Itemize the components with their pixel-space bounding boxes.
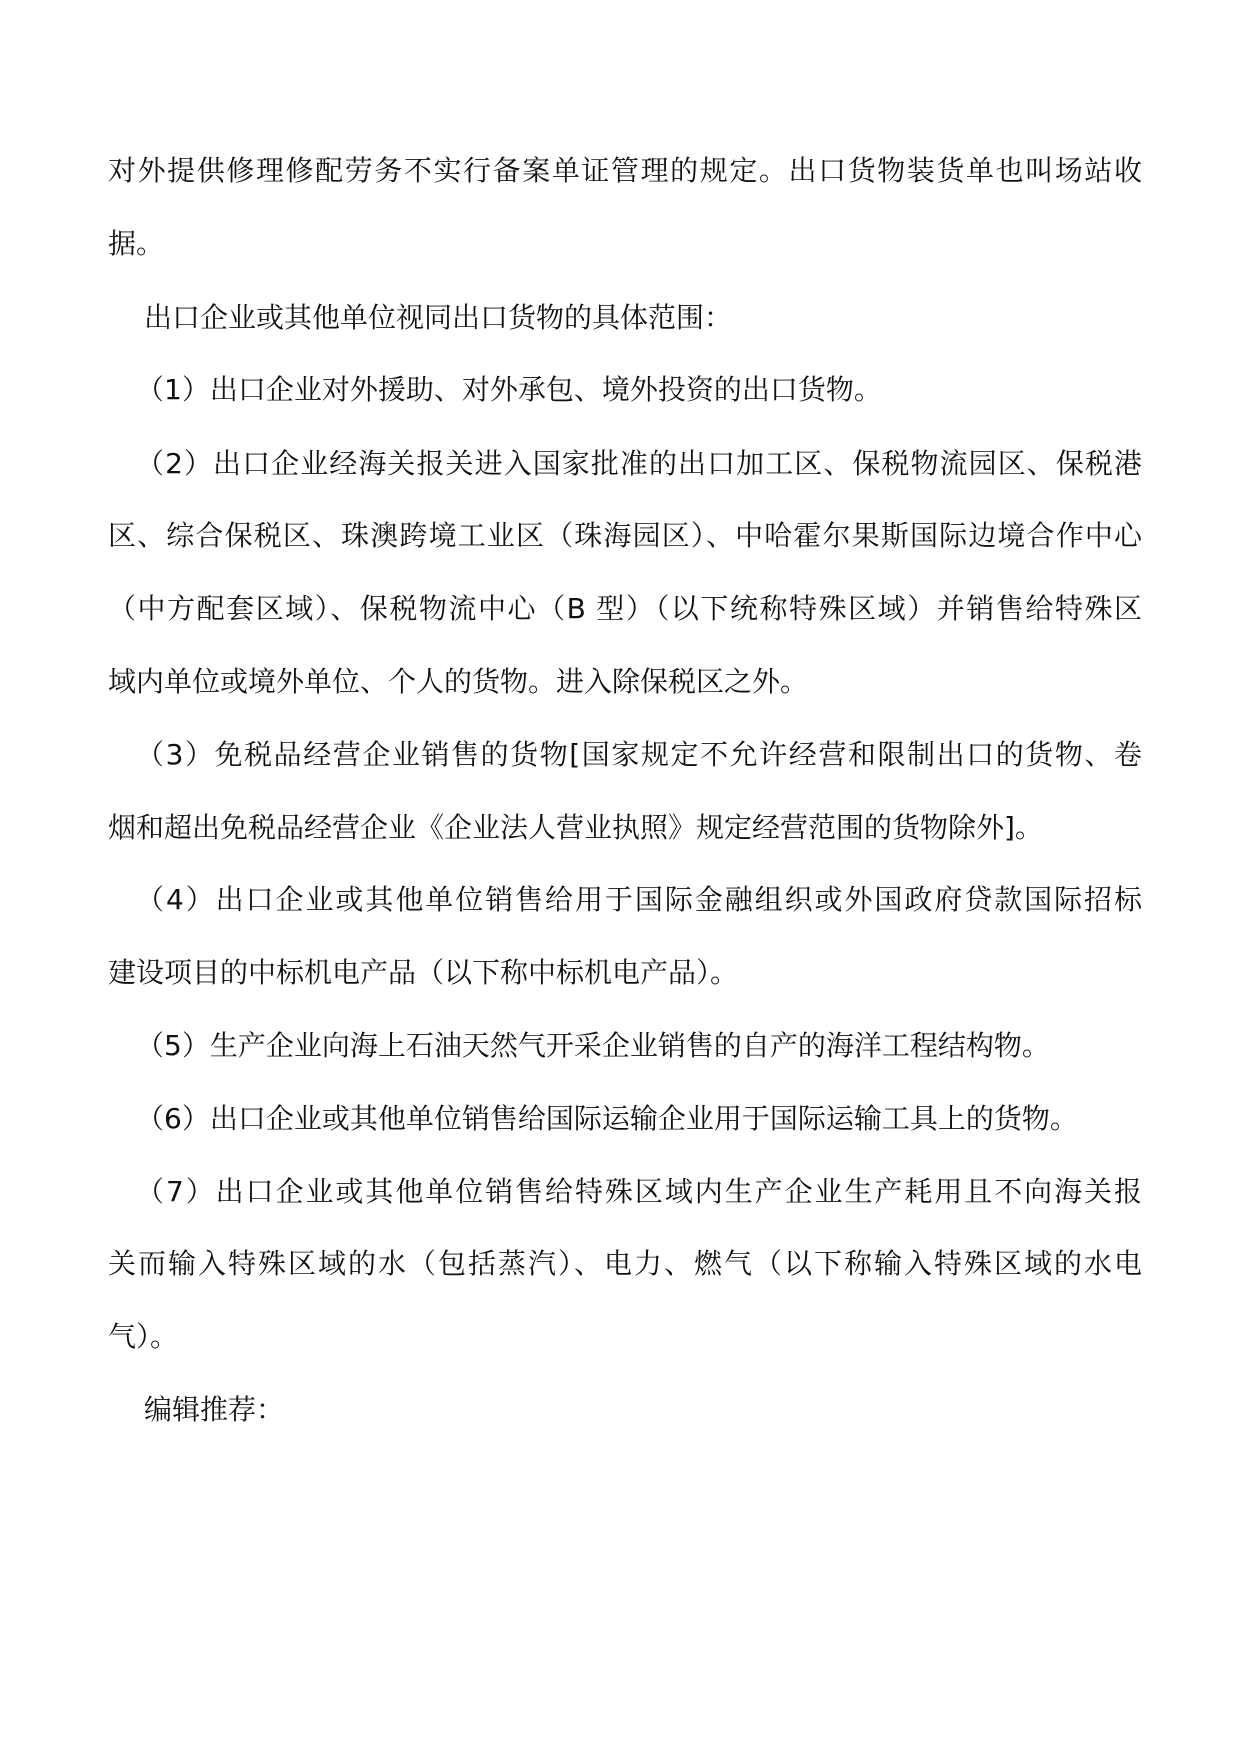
list-item: （7）出口企业或其他单位销售给特殊区域内生产企业生产耗用且不向海关报	[136, 1175, 1142, 1208]
list-item: （5）生产企业向海上石油天然气开采企业销售的自产的海洋工程结构物。	[136, 1029, 1050, 1062]
list-item: （1）出口企业对外援助、对外承包、境外投资的出口货物。	[136, 373, 882, 406]
section-heading: 出口企业或其他单位视同出口货物的具体范围：	[144, 301, 733, 334]
list-item-continuation: 气）。	[108, 1320, 179, 1353]
list-item: （3）免税品经营企业销售的货物[国家规定不允许经营和限制出口的货物、卷	[136, 738, 1142, 771]
list-item-continuation: 区、综合保税区、珠澳跨境工业区（珠海园区）、中哈霍尔果斯国际边境合作中心	[108, 519, 1142, 552]
list-item: （4）出口企业或其他单位销售给用于国际金融组织或外国政府贷款国际招标	[136, 883, 1142, 916]
list-item-continuation: （中方配套区域）、保税物流中心（B 型）（以下统称特殊区域）并销售给特殊区	[108, 592, 1142, 625]
paragraph-line: 据。	[108, 227, 165, 260]
list-item: （6）出口企业或其他单位销售给国际运输企业用于国际运输工具上的货物。	[136, 1102, 1078, 1135]
editor-recommendation-label: 编辑推荐：	[144, 1393, 285, 1426]
list-item-continuation: 烟和超出免税品经营企业《企业法人营业执照》规定经营范围的货物除外]。	[108, 811, 1043, 844]
list-item-continuation: 关而输入特殊区域的水（包括蒸汽）、电力、燃气（以下称输入特殊区域的水电	[108, 1247, 1142, 1280]
list-item-continuation: 域内单位或境外单位、个人的货物。进入除保税区之外。	[108, 665, 809, 698]
list-item: （2）出口企业经海关报关进入国家批准的出口加工区、保税物流园区、保税港	[136, 447, 1142, 480]
list-item-continuation: 建设项目的中标机电产品（以下称中标机电产品）。	[108, 956, 739, 989]
paragraph-line: 对外提供修理修配劳务不实行备案单证管理的规定。出口货物装货单也叫场站收	[108, 154, 1142, 187]
